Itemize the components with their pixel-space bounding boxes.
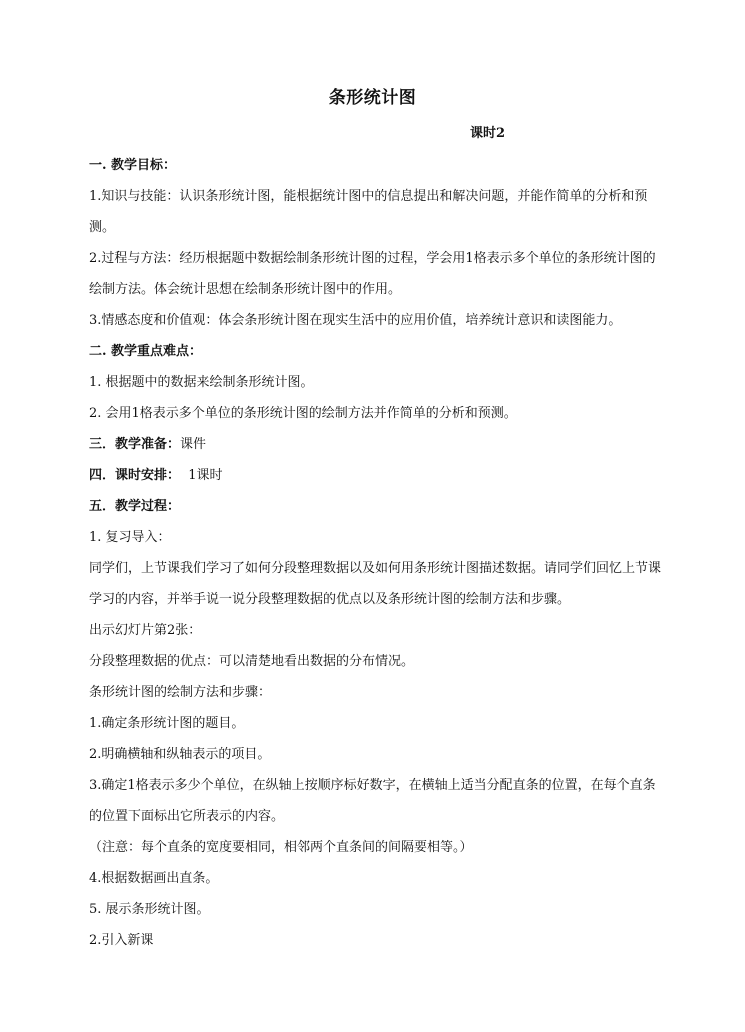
paragraph: 分段整理数据的优点：可以清楚地看出数据的分布情况。 [89, 654, 415, 669]
paragraph: 2.引入新课 [89, 933, 154, 948]
paragraph: 1.知识与技能：认识条形统计图，能根据统计图中的信息提出和解决问题，并能作简单的分析和预测。 [89, 189, 648, 235]
document-body [89, 150, 661, 956]
paragraph: 2.过程与方法：经历根据题中数据绘制条形统计图的过程，学会用1格表示多个单位的条形统计图的绘制方法。体会统计思想在绘制条形统计图中的作用。 [89, 251, 656, 297]
section-heading-label: 四．课时安排： [89, 468, 181, 483]
paragraph: 1. 根据题中的数据来绘制条形统计图。 [89, 375, 314, 390]
paragraph: 3.情感态度和价值观：体会条形统计图在现实生活中的应用价值，培养统计意识和读图能力。 [89, 313, 622, 328]
paragraph: 1. 复习导入： [89, 530, 171, 545]
section-heading-label: 三．教学准备： [89, 437, 181, 452]
section-heading [89, 429, 661, 460]
paragraph: 2. 会用1格表示多个单位的条形统计图的绘制方法并作简单的分析和预测。 [89, 406, 517, 421]
paragraph: 2.明确横轴和纵轴表示的项目。 [89, 747, 271, 762]
paragraph: 1.确定条形统计图的题目。 [89, 716, 245, 731]
section-heading: 二. 教学重点难点： [89, 344, 203, 359]
section-heading-value: 1课时 [180, 468, 223, 483]
section-heading-value: 课件 [180, 437, 207, 452]
section-heading: 一. 教学目标： [89, 158, 177, 173]
document-subtitle: 课时2 [470, 126, 506, 141]
section-heading [89, 460, 661, 491]
paragraph: 条形统计图的绘制方法和步骤： [89, 685, 272, 700]
section-heading: 五．教学过程： [89, 499, 181, 514]
paragraph: 同学们，上节课我们学习了如何分段整理数据以及如何用条形统计图描述数据。请同学们回忆上节课学习的内容，并举手说一说分段整理数据的优点以及条形统计图的绘制方法和步骤。 [89, 561, 662, 607]
paragraph: （注意：每个直条的宽度要相同，相邻两个直条间的间隔要相等。） [89, 840, 473, 855]
paragraph: 5. 展示条形统计图。 [89, 902, 210, 917]
paragraph: 出示幻灯片第2张： [89, 623, 202, 638]
paragraph: 3.确定1格表示多少个单位，在纵轴上按顺序标好数字，在横轴上适当分配直条的位置，在每个直条的位置下面标出它所表示的内容。 [89, 778, 656, 824]
document-title: 条形统计图 [328, 88, 417, 108]
paragraph: 4.根据数据画出直条。 [89, 871, 219, 886]
